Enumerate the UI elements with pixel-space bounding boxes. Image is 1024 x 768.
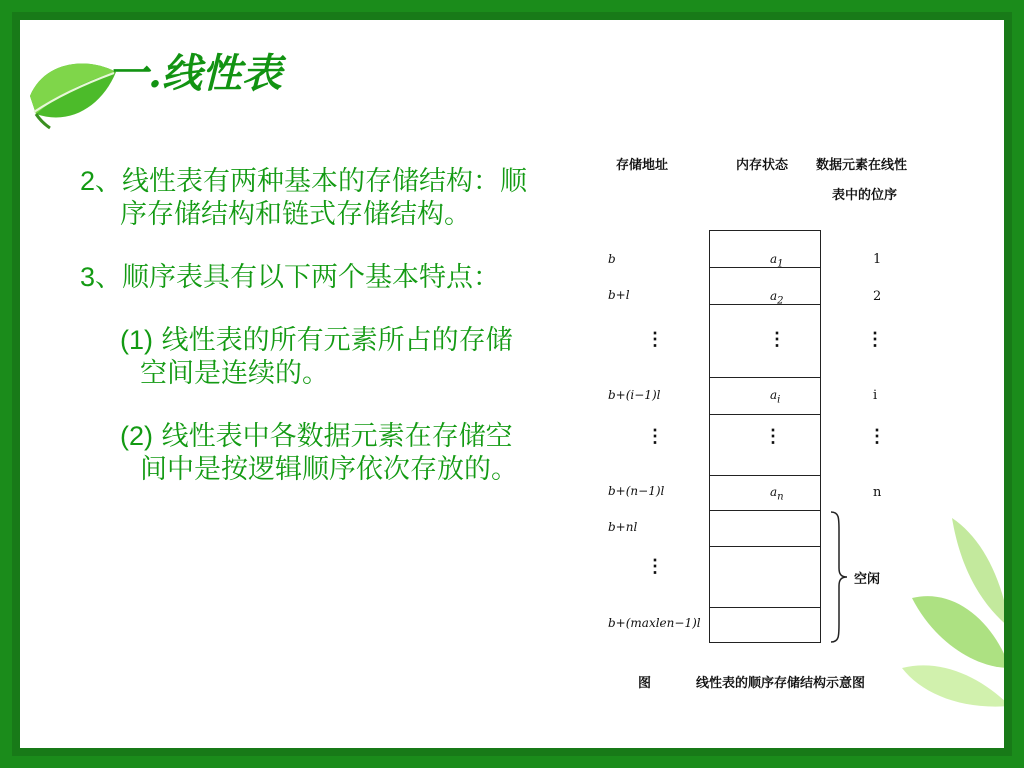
brace-icon <box>829 510 849 644</box>
element-label: $a_i$ <box>770 388 781 406</box>
address-label: b+nl <box>608 520 638 534</box>
position-label: i <box>873 388 878 403</box>
memory-cell <box>709 546 821 608</box>
memory-cell <box>709 510 821 547</box>
memory-cell <box>709 607 821 643</box>
memory-cell <box>709 267 821 305</box>
address-label: b+l <box>608 288 630 302</box>
ellipsis-icon: ⋮ <box>646 329 664 350</box>
address-label: b+(n−1)l <box>608 484 665 498</box>
slide-body <box>80 165 530 516</box>
header-address: 存储地址 <box>616 158 669 173</box>
position-label: 1 <box>873 252 882 267</box>
ellipsis-icon: ⋮ <box>646 426 664 447</box>
figure-caption: 线性表的顺序存储结构示意图 <box>696 676 866 691</box>
address-label: b+(i−1)l <box>608 388 661 402</box>
header-content: 内存状态 <box>736 158 789 173</box>
paragraph-storage-types: 2、线性表有两种基本的存储结构：顺序存储结构和链式存储结构。 <box>80 166 528 230</box>
ellipsis-icon: ⋮ <box>646 556 664 577</box>
storage-structure-figure <box>586 150 916 698</box>
free-space-label: 空闲 <box>854 572 881 587</box>
caption-prefix: 图 <box>638 676 652 691</box>
slide-title: 一.线性表 <box>108 50 282 97</box>
slide <box>12 12 1012 756</box>
address-label: b <box>608 252 616 266</box>
ellipsis-icon: ⋮ <box>866 329 884 350</box>
element-label: $a_2$ <box>770 289 784 307</box>
memory-cell <box>709 377 821 415</box>
memory-cell <box>709 230 821 268</box>
address-label: b+(maxlen−1)l <box>608 616 701 630</box>
ellipsis-icon: ⋮ <box>764 426 782 447</box>
position-label: n <box>873 485 882 500</box>
memory-cell <box>709 304 821 378</box>
element-label: $a_n$ <box>770 485 784 503</box>
ellipsis-icon: ⋮ <box>768 329 786 350</box>
element-label: $a_1$ <box>770 252 784 270</box>
header-position-2: 表中的位序 <box>832 188 898 203</box>
ellipsis-icon: ⋮ <box>868 426 886 447</box>
paragraph-feature-2: (2) 线性表中各数据元素在存储空间中是按逻辑顺序依次存放的。 <box>120 421 518 485</box>
leaf-icon <box>24 56 120 130</box>
position-label: 2 <box>873 289 882 304</box>
paragraph-feature-1: (1) 线性表的所有元素所占的存储空间是连续的。 <box>120 325 513 389</box>
header-position-1: 数据元素在线性 <box>816 158 908 173</box>
paragraph-sequential-features: 3、顺序表具有以下两个基本特点： <box>80 262 501 293</box>
memory-cell <box>709 475 821 511</box>
